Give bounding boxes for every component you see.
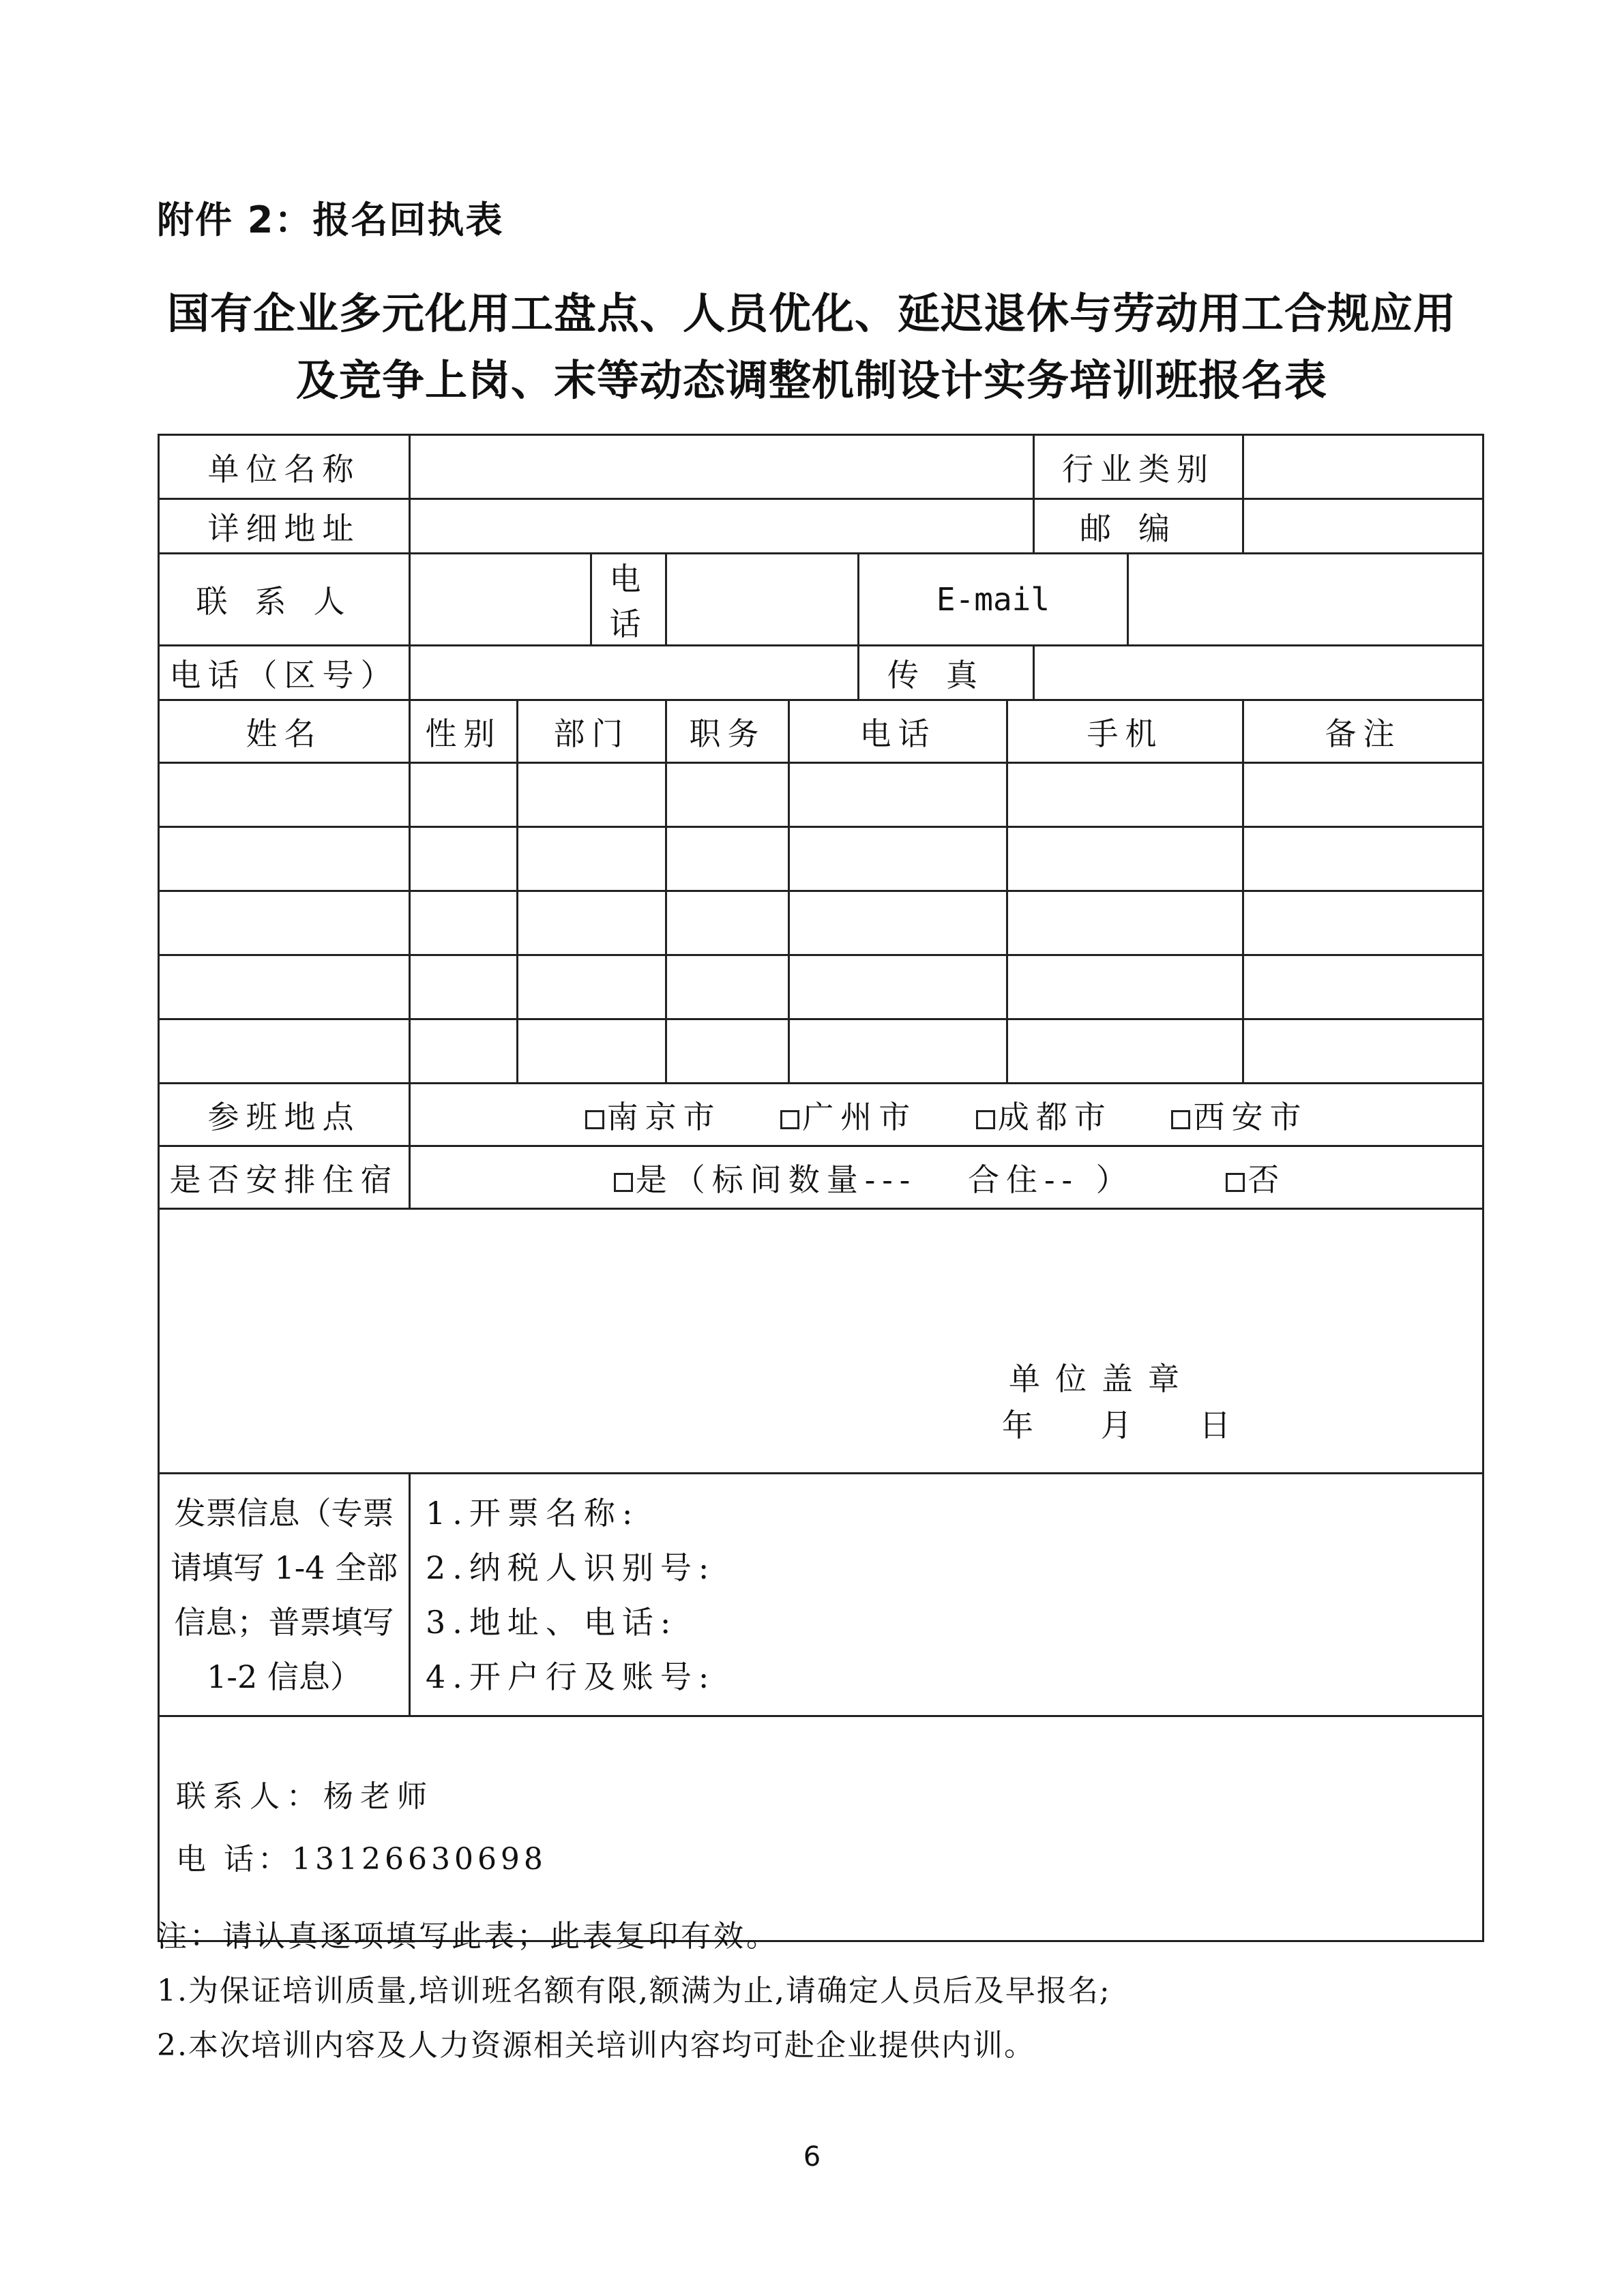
postcode-field[interactable] (1243, 499, 1483, 554)
phone-field[interactable] (666, 554, 859, 646)
email-field[interactable] (1128, 554, 1483, 646)
cell[interactable] (518, 763, 666, 827)
contact-phone: 电 话：13126630698 (176, 1842, 547, 1877)
table-row (159, 1019, 1483, 1084)
cell[interactable] (666, 1019, 789, 1084)
lodging-option-yes[interactable] (614, 1161, 917, 1198)
cell[interactable] (789, 1019, 1007, 1084)
cell[interactable] (159, 1019, 410, 1084)
invoice-item-bank-account[interactable]: 4.开户行及账号: (426, 1658, 716, 1695)
column-phone: 电话 (789, 700, 1007, 763)
column-department: 部门 (518, 700, 666, 763)
cell[interactable] (410, 955, 518, 1019)
column-name: 姓名 (159, 700, 410, 763)
option-label: 否 (1247, 1161, 1280, 1198)
cell[interactable] (1007, 763, 1243, 827)
cell[interactable] (518, 1019, 666, 1084)
email-label: E-mail (859, 554, 1128, 646)
table-row (159, 763, 1483, 827)
cell[interactable] (1007, 891, 1243, 955)
invoice-item-address-phone[interactable]: 3.地址、电话: (426, 1603, 678, 1641)
cell[interactable] (159, 763, 410, 827)
location-label: 参班地点 (159, 1084, 410, 1146)
location-option-chengdu[interactable] (976, 1099, 1112, 1135)
checkbox-icon[interactable] (1171, 1110, 1190, 1129)
address-field[interactable] (410, 499, 1034, 554)
cell[interactable] (159, 827, 410, 891)
table-row (159, 891, 1483, 955)
location-option-xian[interactable] (1171, 1099, 1308, 1135)
unit-name-field[interactable] (410, 435, 1034, 499)
address-label: 详细地址 (159, 499, 410, 554)
option-label: 西安市 (1193, 1098, 1308, 1135)
form-title-line-2: 及竞争上岗、末等动态调整机制设计实务培训班报名表 (295, 355, 1327, 405)
option-label: 南京市 (606, 1098, 722, 1135)
fax-label: 传真 (859, 646, 1034, 700)
page-number: 6 (803, 2141, 821, 2173)
date-day: 日 (1199, 1406, 1231, 1444)
phone-area-field[interactable] (410, 646, 859, 700)
location-option-guangzhou[interactable] (780, 1099, 917, 1135)
option-label: 是（标间数量--- (635, 1161, 917, 1198)
date-year: 年 (1002, 1406, 1033, 1444)
lodging-label: 是否安排住宿 (159, 1146, 410, 1209)
column-gender: 性别 (410, 700, 518, 763)
location-options (410, 1084, 1483, 1146)
cell[interactable] (159, 891, 410, 955)
checkbox-icon[interactable] (614, 1173, 633, 1192)
contact-field[interactable] (410, 554, 591, 646)
checkbox-icon[interactable] (976, 1110, 995, 1129)
cell[interactable] (1243, 827, 1483, 891)
invoice-label: 发票信息（专票请填写 1-4 全部信息；普票填写 1-2 信息） (159, 1474, 410, 1716)
industry-label: 行业类别 (1034, 435, 1243, 499)
location-option-nanjing[interactable] (585, 1099, 722, 1135)
invoice-item-name[interactable]: 1.开票名称: (426, 1494, 640, 1532)
lodging-option-no[interactable] (1226, 1161, 1279, 1198)
cell[interactable] (666, 763, 789, 827)
contact-label: 联系人 (159, 554, 410, 646)
cell[interactable] (666, 891, 789, 955)
cell[interactable] (666, 955, 789, 1019)
invoice-item-tax-id[interactable]: 2.纳税人识别号: (426, 1549, 716, 1586)
option-label: 广州市 (802, 1098, 917, 1135)
cell[interactable] (159, 955, 410, 1019)
notes (157, 1909, 1111, 2073)
cell[interactable] (1007, 955, 1243, 1019)
lodging-options (410, 1146, 1483, 1209)
cell[interactable] (410, 891, 518, 955)
cell[interactable] (666, 827, 789, 891)
column-mobile: 手机 (1007, 700, 1243, 763)
cell[interactable] (410, 827, 518, 891)
unit-seal-label: 单位盖章 (1009, 1360, 1194, 1397)
table-row (159, 827, 1483, 891)
contact-person: 联系人：杨老师 (176, 1779, 434, 1814)
cell[interactable] (1243, 1019, 1483, 1084)
column-position: 职务 (666, 700, 789, 763)
column-remarks: 备注 (1243, 700, 1483, 763)
cell[interactable] (1243, 955, 1483, 1019)
phone-label: 电话 (591, 554, 666, 646)
cell[interactable] (410, 1019, 518, 1084)
phone-area-label: 电话（区号） (159, 646, 410, 700)
checkbox-icon[interactable] (1226, 1173, 1245, 1192)
cell[interactable] (1007, 827, 1243, 891)
cell[interactable] (789, 827, 1007, 891)
invoice-items (410, 1474, 1483, 1716)
attachment-label: 附件 2：报名回执表 (157, 198, 504, 241)
checkbox-icon[interactable] (585, 1110, 604, 1129)
cell[interactable] (518, 955, 666, 1019)
note-2: 2.本次培训内容及人力资源相关培训内容均可赴企业提供内训。 (157, 2028, 1035, 2063)
lodging-share-label: 合住-- ） (967, 1161, 1134, 1198)
cell[interactable] (410, 763, 518, 827)
option-label: 成都市 (997, 1098, 1112, 1135)
date-line (1002, 1401, 1230, 1446)
table-row (159, 955, 1483, 1019)
cell[interactable] (789, 955, 1007, 1019)
note-1: 1.为保证培训质量,培训班名额有限,额满为止,请确定人员后及早报名; (157, 1973, 1111, 2008)
fax-field[interactable] (1034, 646, 1483, 700)
date-month: 月 (1100, 1406, 1132, 1444)
postcode-label: 邮编 (1034, 499, 1243, 554)
cell[interactable] (518, 827, 666, 891)
cell[interactable] (518, 891, 666, 955)
registration-form (158, 434, 1484, 1942)
cell[interactable] (1243, 763, 1483, 827)
note-0: 注：请认真逐项填写此表；此表复印有效。 (157, 1919, 779, 1954)
form-title-line-1: 国有企业多元化用工盘点、人员优化、延迟退休与劳动用工合规应用 (166, 288, 1456, 338)
cell[interactable] (1243, 891, 1483, 955)
unit-name-label: 单位名称 (159, 435, 410, 499)
checkbox-icon[interactable] (780, 1110, 799, 1129)
seal-area (159, 1209, 1483, 1474)
cell[interactable] (789, 891, 1007, 955)
industry-field[interactable] (1243, 435, 1483, 499)
contact-info (159, 1716, 1483, 1941)
cell[interactable] (789, 763, 1007, 827)
cell[interactable] (1007, 1019, 1243, 1084)
